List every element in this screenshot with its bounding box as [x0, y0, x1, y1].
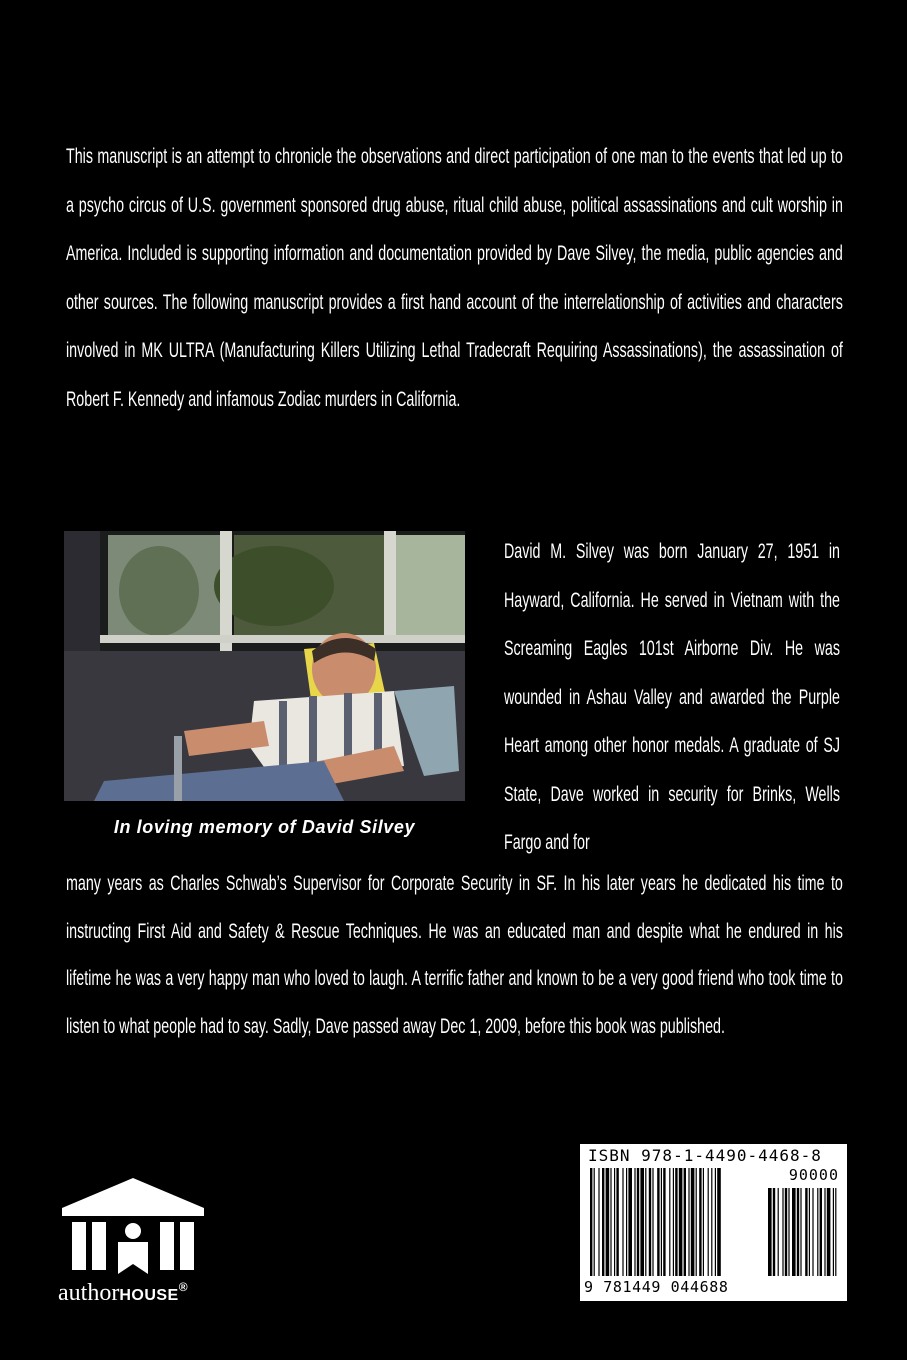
barcode-bar [717, 1168, 721, 1276]
bio-paragraph-side: David M. Silvey was born January 27, 1951 in Hayward, California. He served in Vietnam with the Screaming Eagles 101st Airborne Div. He was wounded in Ashau Valley and awarded the Purple Heart among other honor medals. A graduate of SJ State, Dave worked in security for Brinks, Wells Fargo and for [504, 539, 840, 854]
isbn-label: ISBN 978-1-4490-4468-8 [588, 1146, 822, 1165]
barcode-bar [626, 1168, 627, 1276]
barcode-bar [696, 1168, 697, 1276]
addon-bar [833, 1188, 834, 1276]
addon-bar [805, 1188, 807, 1276]
addon-bar [797, 1188, 799, 1276]
bio-paragraph-continued: many years as Charles Schwab’s Supervisor for Corporate Security in SF. In his later years he dedicated his time to instructing First Aid and Safety & Rescue Techniques. He was an educated man and despite what he endured in his lifetime he was a very happy man who loved to laugh. A terrific father and known to be a very good friend who took time to listen to what people had to say. Sadly, Dave passed away Dec 1, 2009, before this book was published. [66, 871, 843, 1038]
barcode-bar [590, 1168, 592, 1276]
price-code: 90000 [788, 1166, 839, 1184]
addon-bar [812, 1188, 813, 1276]
addon-bar [800, 1188, 801, 1276]
registered-mark: ® [178, 1280, 188, 1294]
publisher-name-upper: HOUSE [119, 1287, 179, 1304]
addon-bar [835, 1188, 836, 1276]
barcode-bar [663, 1168, 665, 1276]
barcode-bar [688, 1168, 689, 1276]
addon-bar [778, 1188, 779, 1276]
barcode-bar [669, 1168, 670, 1276]
barcode-bar [699, 1168, 701, 1276]
isbn-barcode [580, 1144, 847, 1301]
addon-bar [824, 1188, 825, 1276]
barcode-bar [614, 1168, 615, 1276]
barcode-bar [628, 1168, 632, 1276]
barcode-bar [661, 1168, 662, 1276]
addon-bar [817, 1188, 818, 1276]
barcode-bar [640, 1168, 644, 1276]
barcode-bar [657, 1168, 659, 1276]
publisher-logo [58, 1176, 258, 1306]
addon-bar [827, 1188, 831, 1276]
barcode-bar [684, 1168, 686, 1276]
barcode-bar [673, 1168, 674, 1276]
addon-bar [788, 1188, 789, 1276]
barcode-bar [649, 1168, 651, 1276]
addon-bar [768, 1188, 772, 1276]
barcode-bar [594, 1168, 595, 1276]
author-photo [64, 531, 465, 801]
intro-paragraph: This manuscript is an attempt to chronicle the observations and direct participation of one man to the events that led up to a psycho circus of U.S. government sponsored drug abuse, ritual child abuse, political assassinations and cult worship in America. Included is supporting information and documentation provided by Dave Silvey, the media, public agencies and other sources. The following manuscript provides a first hand account of the interrelationship of activities and characters involved in MK ULTRA (Manufacturing Killers Utilizing Lethal Tradecraft Requiring Assassinations), the assassination of Robert F. Kennedy and infamous Zodiac murders in California. [66, 144, 843, 411]
barcode-bar [675, 1168, 677, 1276]
addon-bar [773, 1188, 775, 1276]
barcode-bar [622, 1168, 623, 1276]
photo-caption: In loving memory of David Silvey [113, 817, 416, 837]
barcode-bar [708, 1168, 709, 1276]
addon-bar [785, 1188, 787, 1276]
barcode-bar [703, 1168, 704, 1276]
barcode-bar [715, 1168, 716, 1276]
barcode-bar [679, 1168, 683, 1276]
barcode-bar [711, 1168, 712, 1276]
author-photo-image [64, 531, 465, 801]
barcode-bar [598, 1168, 599, 1276]
addon-bar [809, 1188, 810, 1276]
barcode-bar [616, 1168, 618, 1276]
addon-bar [782, 1188, 783, 1276]
publisher-name [58, 1280, 188, 1307]
barcode-bar [645, 1168, 646, 1276]
barcode-bar [652, 1168, 653, 1276]
barcode-bar [634, 1168, 635, 1276]
barcode-bar [691, 1168, 695, 1276]
barcode-bar [637, 1168, 639, 1276]
barcode-bar [602, 1168, 604, 1276]
authorhouse-house-icon [58, 1176, 208, 1276]
barcode-bar [606, 1168, 610, 1276]
addon-bar [820, 1188, 822, 1276]
ean-digits: 9 781449 044688 [584, 1278, 729, 1296]
barcode-bar [610, 1168, 611, 1276]
publisher-name-lower: author [58, 1280, 120, 1306]
addon-bar [792, 1188, 796, 1276]
